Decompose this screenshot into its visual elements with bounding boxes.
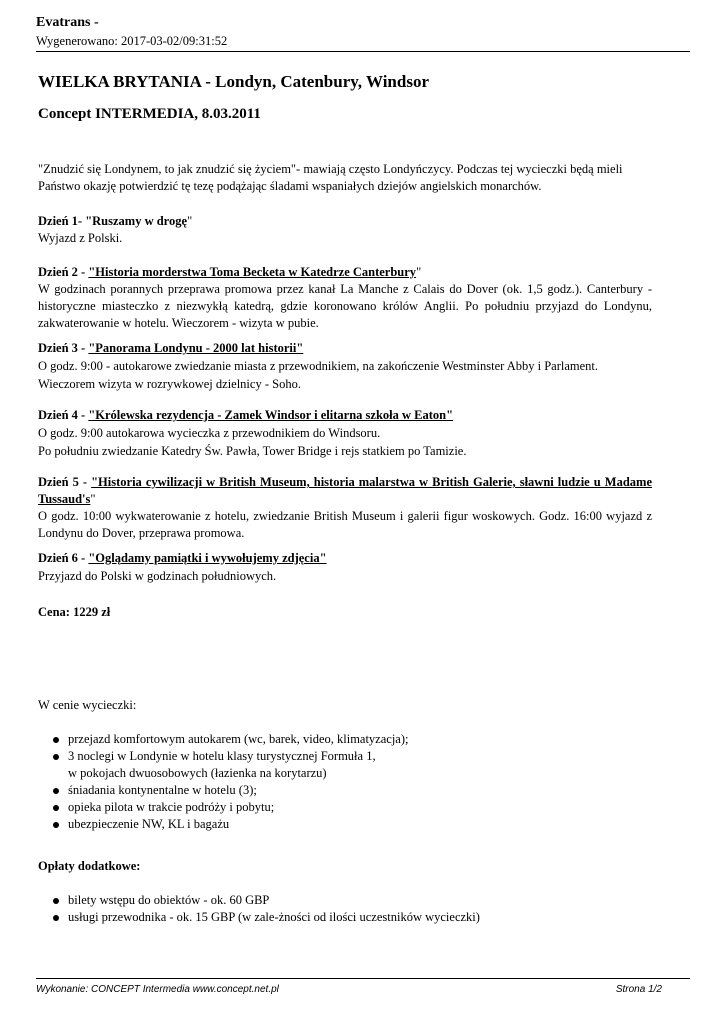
- day-6-text: Przyjazd do Polski w godzinach południowych.: [38, 569, 277, 583]
- day-5-section: [38, 474, 652, 542]
- extra-fee-item: bilety wstępu do obiektów - ok. 60 GBP: [38, 892, 480, 909]
- day-1-text: Wyjazd z Polski.: [38, 231, 123, 245]
- day-3-section: [38, 339, 652, 393]
- day-1-suffix: ": [187, 214, 193, 228]
- footer-divider: [36, 978, 690, 979]
- page-number: Strona 1/2: [615, 984, 662, 995]
- day-6-prefix: Dzień 6 -: [38, 551, 89, 565]
- day-2-suffix: ": [416, 265, 422, 279]
- day-5-suffix: ": [90, 492, 96, 506]
- extra-fees-list: [38, 892, 480, 926]
- included-item: przejazd komfortowym autokarem (wc, barek, video, klimatyzacja);: [38, 731, 409, 748]
- day-1-heading: [38, 213, 652, 230]
- page-subtitle: Concept INTERMEDIA, 8.03.2011: [38, 106, 261, 122]
- day-4-text-1: O godz. 9:00 autokarowa wycieczka z przewodnikiem do Windsoru.: [38, 426, 381, 440]
- day-2-title: "Historia morderstwa Toma Becketa w Katedrze Canterbury: [88, 265, 417, 279]
- day-1-prefix: Dzień 1- "Ruszamy w drogę: [38, 214, 188, 228]
- day-2-text: W godzinach porannych przeprawa promowa przez kanał La Manche z Calais do Dover (ok. 1,5 godz.). Canterbury - historyczne miasteczko z niezwykłą katedrą, gdzie koronowano królów Anglii. Po południu przyjazd do Londynu, zakwaterowanie w hotelu. Wieczorem - wizyta w pubie.: [38, 282, 652, 330]
- header-divider: [36, 51, 690, 52]
- header-company: Evatrans -: [36, 15, 99, 30]
- included-list: [38, 731, 409, 833]
- day-2-section: [38, 264, 652, 332]
- day-3-prefix: Dzień 3 -: [38, 341, 89, 355]
- included-item: opieka pilota w trakcie podróży i pobytu;: [38, 799, 409, 816]
- included-item: 3 noclegi w Londynie w hotelu klasy turystycznej Formuła 1,: [38, 748, 409, 765]
- included-heading: W cenie wycieczki:: [38, 698, 137, 712]
- day-6-heading: [38, 549, 652, 567]
- day-2-prefix: Dzień 2 -: [38, 265, 89, 279]
- day-6-title: "Oglądamy pamiątki i wywołujemy zdjęcia": [88, 551, 327, 565]
- extra-fees-heading: Opłaty dodatkowe:: [38, 859, 141, 873]
- page-title: WIELKA BRYTANIA - Londyn, Catenbury, Windsor: [38, 72, 429, 91]
- day-4-text-2: Po południu zwiedzanie Katedry Św. Pawła, Tower Bridge i rejs statkiem po Tamizie.: [38, 444, 467, 458]
- day-5-heading: [38, 474, 652, 508]
- extra-fee-item: usługi przewodnika - ok. 15 GBP (w zale-żności od ilości uczestników wycieczki): [38, 909, 480, 926]
- day-3-title: "Panorama Londynu - 2000 lat historii": [88, 341, 304, 355]
- footer-credit: Wykonanie: CONCEPT Intermedia www.concept.net.pl: [36, 984, 279, 995]
- included-item: śniadania kontynentalne w hotelu (3);: [38, 782, 409, 799]
- day-5-title: "Historia cywilizacji w British Museum, historia malarstwa w British Galerie, sławni ludzie u Madame Tussaud's: [38, 475, 652, 506]
- day-4-heading: [38, 406, 652, 424]
- included-item-continuation: w pokojach dwuosobowych (łazienka na korytarzu): [68, 766, 327, 780]
- day-4-title: "Królewska rezydencja - Zamek Windsor i elitarna szkoła w Eaton": [88, 408, 454, 422]
- day-5-text: O godz. 10:00 wykwaterowanie z hotelu, zwiedzanie British Museum i galerii figur woskowych. Godz. 16:00 wyjazd z Londynu do Dover, przeprawa promowa.: [38, 509, 652, 540]
- header-generated-timestamp: Wygenerowano: 2017-03-02/09:31:52: [36, 34, 228, 48]
- day-2-heading: [38, 264, 652, 281]
- day-3-text: O godz. 9:00 - autokarowe zwiedzanie miasta z przewodnikiem, na zakończenie Westminster Abby i Parlament. Wieczorem wizyta w rozrywkowej dzielnicy - Soho.: [38, 359, 599, 391]
- day-4-prefix: Dzień 4 -: [38, 408, 89, 422]
- price: Cena: 1229 zł: [38, 605, 111, 619]
- day-3-heading: [38, 339, 652, 357]
- intro-paragraph: "Znudzić się Londynem, to jak znudzić się życiem"- mawiają często Londyńczycy. Podczas tej wycieczki będą mieli Państwo okazję potwierdzić tę tezę podążając śladami wspaniałych dziejów angielskich monarchów.: [38, 162, 623, 193]
- included-item: ubezpieczenie NW, KL i bagażu: [38, 816, 409, 833]
- day-6-section: [38, 549, 652, 585]
- day-5-prefix: Dzień 5 -: [38, 475, 92, 489]
- day-4-section: [38, 406, 652, 460]
- day-1-section: [38, 213, 652, 247]
